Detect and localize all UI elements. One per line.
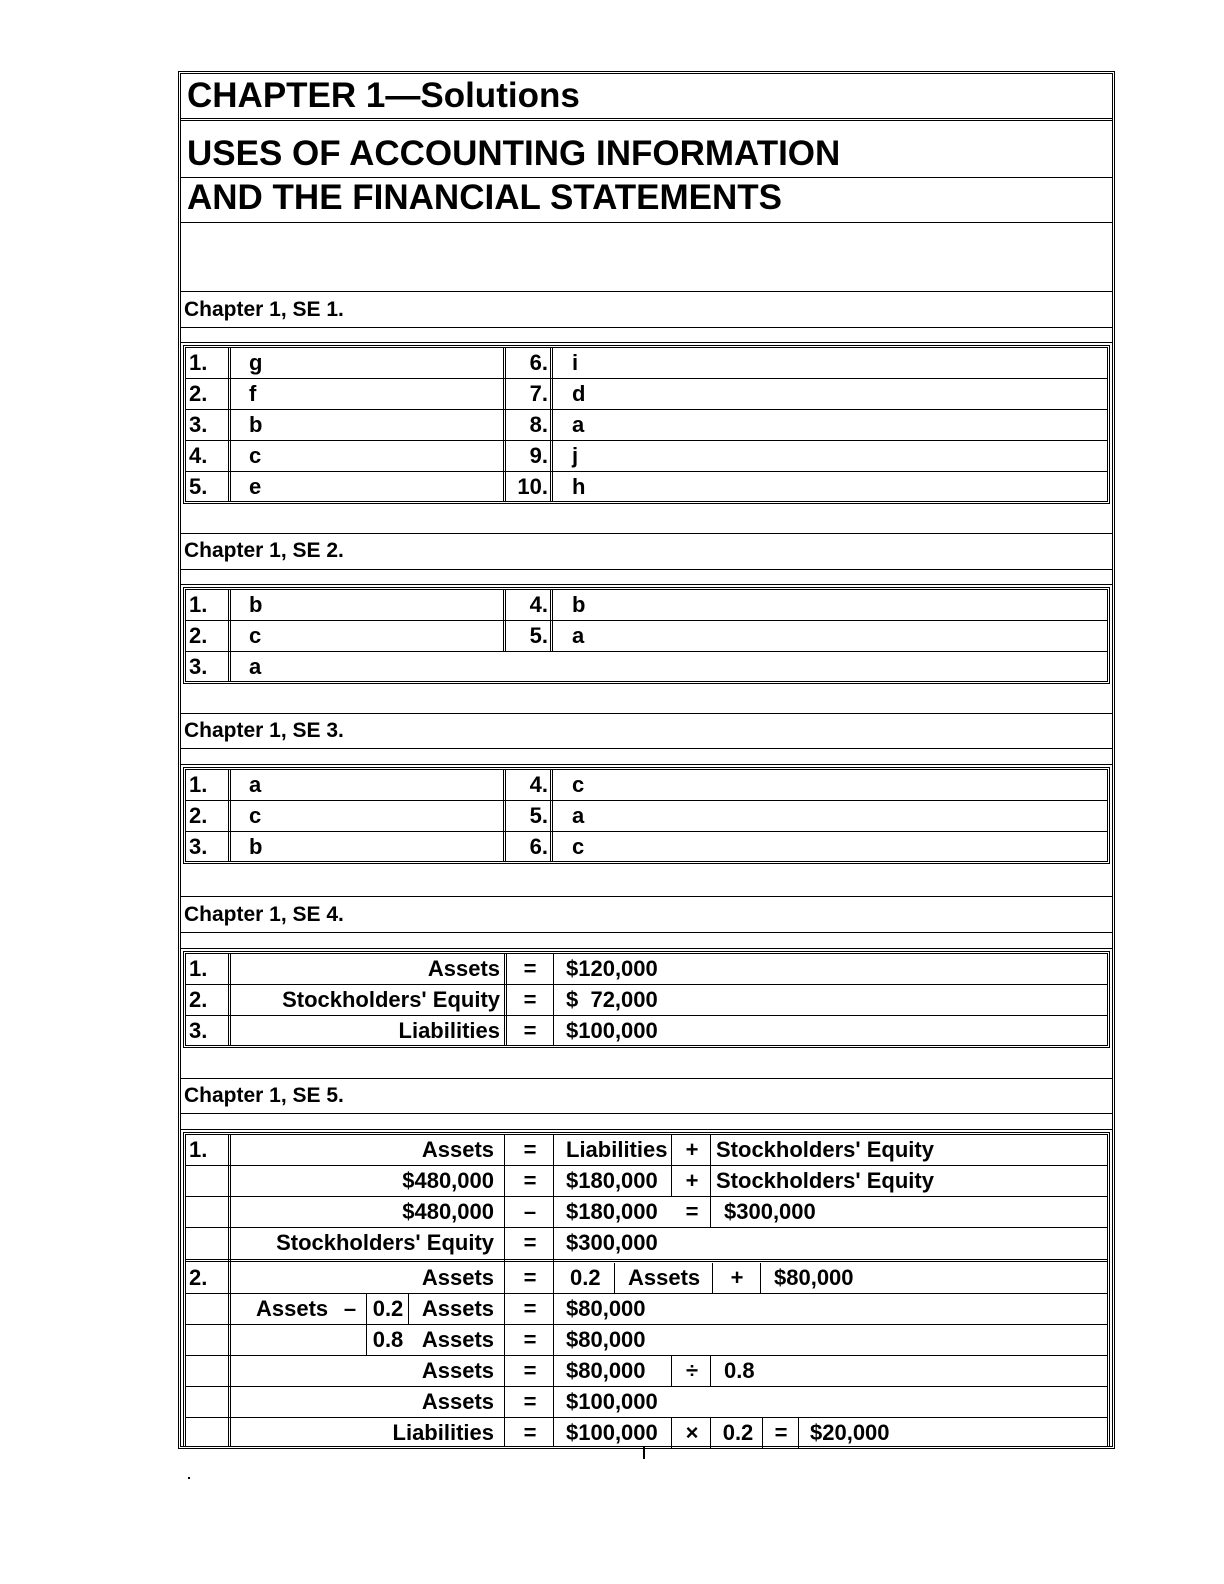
col-divider [798, 1418, 799, 1449]
equation-term: Assets [256, 1296, 329, 1321]
divider [186, 1324, 1107, 1325]
equation-term: Assets [421, 1327, 494, 1352]
divider [181, 569, 1112, 570]
divider [186, 831, 1107, 832]
answer: i [572, 350, 579, 375]
answer: h [572, 474, 586, 499]
answer: a [249, 772, 262, 797]
operator: – [343, 1296, 357, 1321]
divider [181, 222, 1112, 223]
equation-value: Liabilities [566, 1137, 668, 1162]
operator: = [523, 1137, 537, 1162]
item-number: 2. [189, 987, 208, 1012]
equation-value: $80,000 [774, 1265, 854, 1290]
equation-left: Liabilities [392, 1420, 494, 1445]
item-number: 6. [529, 834, 548, 859]
col-divider [504, 954, 507, 1045]
operator: = [685, 1199, 699, 1224]
se1-label: Chapter 1, SE 1. [184, 298, 344, 321]
result-value: $20,000 [810, 1420, 890, 1445]
divider [186, 471, 1107, 472]
answer: c [572, 834, 585, 859]
col-divider [710, 1418, 711, 1449]
col-divider [553, 1135, 554, 1446]
col-divider [710, 1356, 711, 1387]
col-divider [366, 1294, 367, 1356]
item-number: 10. [517, 474, 548, 499]
answer: a [572, 803, 585, 828]
answer: a [249, 654, 262, 679]
answer: c [249, 443, 262, 468]
operator: ÷ [685, 1358, 699, 1383]
equation-left: Assets [421, 1265, 494, 1290]
equation-value: $80,000 [566, 1296, 646, 1321]
col-divider [408, 1294, 409, 1325]
se4-label: Chapter 1, SE 4. [184, 903, 344, 926]
equation-value: $80,000 [566, 1327, 646, 1352]
answer: g [249, 350, 263, 375]
answer: a [572, 623, 585, 648]
equation-left: Assets [421, 1137, 494, 1162]
divider [181, 1129, 1112, 1130]
item-number: 8. [529, 412, 548, 437]
item-number: 7. [529, 381, 548, 406]
col-divider [762, 1418, 763, 1449]
col-divider [228, 590, 231, 681]
equation-term: Assets [421, 1296, 494, 1321]
factor: 0.2 [372, 1296, 404, 1321]
operator: + [685, 1137, 699, 1162]
col-divider [712, 1263, 713, 1294]
item-number: 2. [189, 1265, 208, 1290]
term: Liabilities [398, 1018, 500, 1043]
col-divider [671, 1135, 672, 1197]
item-number: 5. [529, 623, 548, 648]
operator: – [523, 1199, 537, 1224]
answer: c [249, 623, 262, 648]
se2-grid [183, 587, 1110, 684]
se3-grid [183, 767, 1110, 864]
answer: j [572, 443, 579, 468]
item-number: 6. [529, 350, 548, 375]
divider [186, 1259, 1107, 1262]
col-divider [503, 770, 506, 861]
operator: = [523, 1358, 537, 1383]
equation-term: Assets [628, 1265, 701, 1290]
divider [186, 620, 1107, 621]
col-divider [504, 1135, 505, 1446]
col-divider [550, 348, 553, 501]
equals-sign: = [523, 1018, 537, 1043]
divider [186, 378, 1107, 379]
answer: a [572, 412, 585, 437]
answer: c [572, 772, 585, 797]
equation-value: Stockholders' Equity [716, 1168, 934, 1193]
divider [181, 713, 1112, 714]
subtitle-line-1: USES OF ACCOUNTING INFORMATION [187, 134, 841, 173]
equation-left: Assets [421, 1389, 494, 1414]
col-divider [228, 1135, 231, 1446]
item-number: 9. [529, 443, 548, 468]
se3-label: Chapter 1, SE 3. [184, 719, 344, 742]
equation-value: $100,000 [566, 1420, 658, 1445]
col-divider [553, 954, 554, 1045]
item-number: 2. [189, 623, 208, 648]
item-number: 3. [189, 834, 208, 859]
equation-left: $480,000 [402, 1168, 494, 1193]
factor: 0.2 [570, 1265, 601, 1290]
item-number: 5. [189, 474, 208, 499]
col-divider [550, 770, 553, 861]
value: $120,000 [566, 956, 658, 981]
col-divider [228, 348, 231, 501]
item-number: 4. [529, 772, 548, 797]
operator: + [730, 1265, 744, 1290]
document-page [178, 71, 1115, 1449]
operator: = [523, 1327, 537, 1352]
operator: = [523, 1389, 537, 1414]
equation-left: $480,000 [402, 1199, 494, 1224]
term: Assets [427, 956, 500, 981]
operator: = [523, 1296, 537, 1321]
operator: = [523, 1420, 537, 1445]
answer: b [249, 592, 263, 617]
divider [181, 291, 1112, 292]
equation-value: $300,000 [724, 1199, 816, 1224]
se1-grid [183, 345, 1110, 504]
equation-value: $100,000 [566, 1389, 658, 1414]
chapter-title: CHAPTER 1—Solutions [187, 76, 580, 115]
divider [181, 748, 1112, 749]
item-number: 5. [529, 803, 548, 828]
se5-label: Chapter 1, SE 5. [184, 1084, 344, 1107]
value: $100,000 [566, 1018, 658, 1043]
equation-left: Stockholders' Equity [276, 1230, 494, 1255]
col-divider [503, 348, 506, 501]
col-divider [671, 1418, 672, 1449]
answer: d [572, 381, 586, 406]
operator: × [685, 1420, 699, 1445]
equals-sign: = [523, 987, 537, 1012]
value: $ 72,000 [566, 987, 658, 1012]
answer: c [249, 803, 262, 828]
col-divider [710, 1135, 711, 1228]
subtitle-line-2: AND THE FINANCIAL STATEMENTS [187, 178, 782, 217]
col-divider [228, 770, 231, 861]
factor: 0.8 [724, 1358, 755, 1383]
item-number: 1. [189, 1137, 208, 1162]
divider [181, 764, 1112, 765]
item-number: 4. [529, 592, 548, 617]
col-divider [614, 1263, 615, 1294]
col-divider [228, 954, 231, 1045]
item-number: 4. [189, 443, 208, 468]
item-number: 3. [189, 412, 208, 437]
equation-value: $300,000 [566, 1230, 658, 1255]
answer: e [249, 474, 262, 499]
item-number: 2. [189, 803, 208, 828]
operator: = [523, 1168, 537, 1193]
divider [181, 1113, 1112, 1114]
divider [181, 948, 1112, 949]
item-number: 1. [189, 350, 208, 375]
equation-value: $80,000 [566, 1358, 646, 1383]
item-number: 1. [189, 772, 208, 797]
se2-label: Chapter 1, SE 2. [184, 539, 344, 562]
operator: = [523, 1230, 537, 1255]
answer: b [249, 834, 263, 859]
divider [186, 440, 1107, 441]
factor: 0.8 [372, 1327, 404, 1352]
divider [181, 118, 1112, 121]
equals-sign: = [523, 956, 537, 981]
item-number: 3. [189, 654, 208, 679]
operator: = [774, 1420, 788, 1445]
divider [181, 896, 1112, 897]
col-divider [671, 1356, 672, 1387]
divider [181, 932, 1112, 933]
stray-dot [188, 1477, 190, 1479]
equation-value: $180,000 [566, 1168, 658, 1193]
term: Stockholders' Equity [282, 987, 500, 1012]
item-number: 2. [189, 381, 208, 406]
answer: f [249, 381, 257, 406]
se5-grid [183, 1132, 1110, 1446]
item-number: 1. [189, 956, 208, 981]
answer: b [249, 412, 263, 437]
answer: b [572, 592, 586, 617]
item-number: 3. [189, 1018, 208, 1043]
divider [186, 651, 1107, 652]
col-divider [760, 1263, 761, 1294]
divider [181, 533, 1112, 534]
se4-grid [183, 951, 1110, 1048]
equation-value: Stockholders' Equity [716, 1137, 934, 1162]
divider [181, 1078, 1112, 1079]
item-number: 1. [189, 592, 208, 617]
divider [181, 327, 1112, 328]
divider [186, 409, 1107, 410]
divider [181, 584, 1112, 585]
divider [186, 800, 1107, 801]
operator: + [685, 1168, 699, 1193]
divider [181, 342, 1112, 343]
factor: 0.2 [722, 1420, 754, 1445]
equation-value: $180,000 [566, 1199, 658, 1224]
operator: = [523, 1265, 537, 1290]
equation-left: Assets [421, 1358, 494, 1383]
page-number-mark [643, 1447, 645, 1459]
